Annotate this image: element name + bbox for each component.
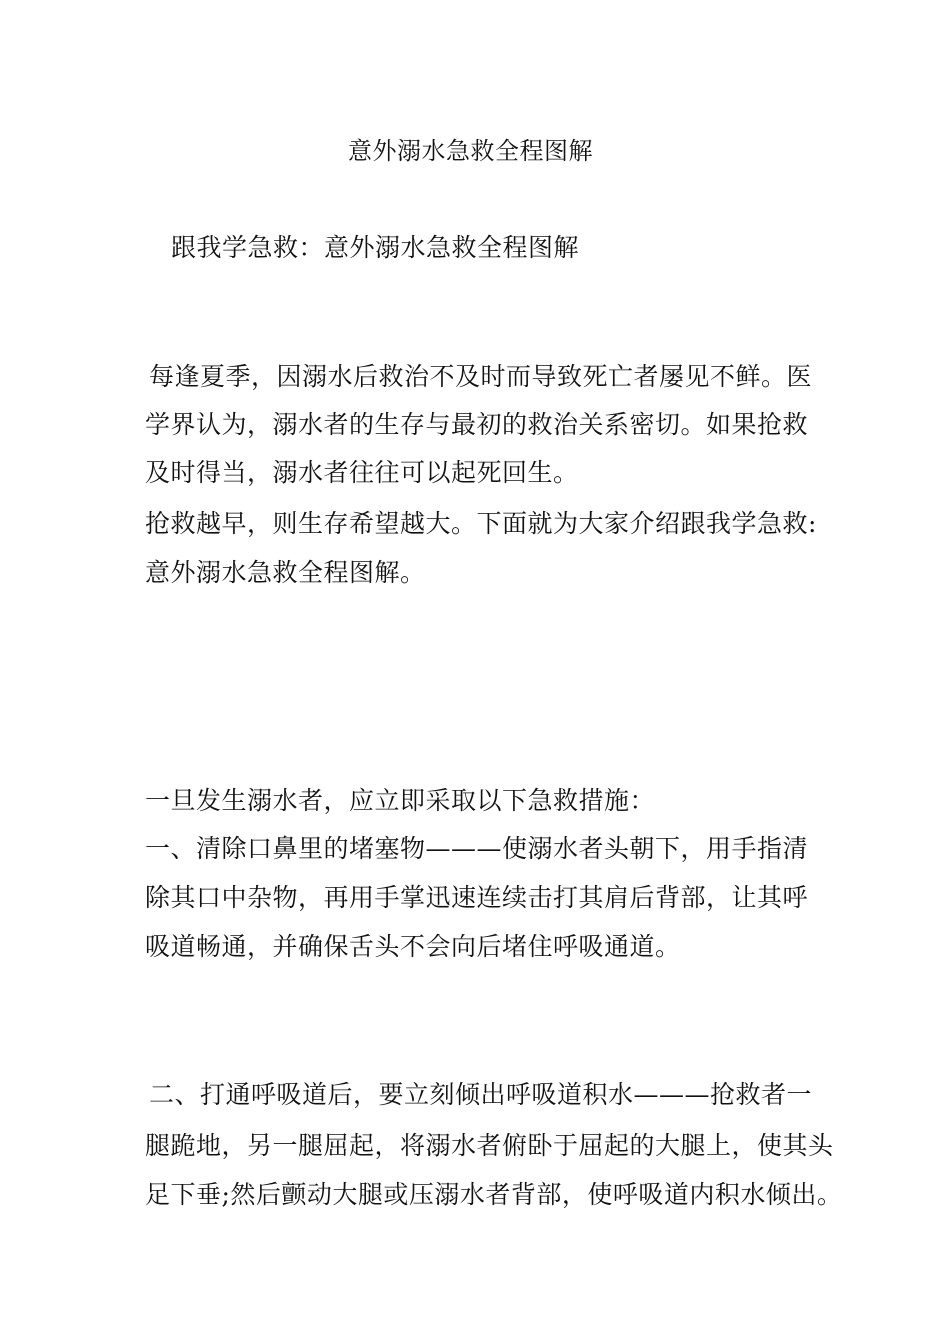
intro-line-4: 抢救越早，则生存希望越大。下面就为大家介绍跟我学急救:	[145, 509, 817, 538]
step2-line-1: 二、打通呼吸道后，要立刻倾出呼吸道积水———抢救者一	[149, 1080, 813, 1109]
step2-line-2: 腿跪地，另一腿屈起，将溺水者俯卧于屈起的大腿上，使其头	[145, 1131, 834, 1160]
intro-line-1: 每逢夏季，因溺水后救治不及时而导致死亡者屡见不鲜。医	[149, 362, 813, 391]
intro-line-2: 学界认为，溺水者的生存与最初的救治关系密切。如果抢救	[145, 410, 809, 439]
document-subtitle: 跟我学急救：意外溺水急救全程图解	[171, 233, 580, 262]
intro-line-5: 意外溺水急救全程图解。	[145, 558, 426, 587]
step1-line-2: 除其口中杂物，再用手掌迅速连续击打其肩后背部，让其呼	[145, 883, 809, 912]
step1-line-1: 一、清除口鼻里的堵塞物———使溺水者头朝下，用手指清	[145, 834, 809, 863]
step2-line-3: 足下垂;然后颤动大腿或压溺水者背部，使呼吸道内积水倾出。	[145, 1180, 843, 1209]
intro-line-3: 及时得当，溺水者往往可以起死回生。	[145, 458, 579, 487]
measures-intro: 一旦发生溺水者，应立即采取以下急救措施：	[145, 786, 656, 815]
step1-line-3: 吸道畅通，并确保舌头不会向后堵住呼吸通道。	[145, 932, 681, 961]
document-title: 意外溺水急救全程图解	[348, 137, 593, 165]
